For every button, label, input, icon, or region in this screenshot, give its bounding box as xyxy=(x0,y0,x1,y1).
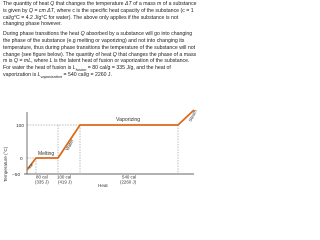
text-run: of a mass xyxy=(131,1,158,7)
vaporization-symbol xyxy=(38,72,62,78)
text-run: absorbed by a substance will go into changing the phase of the substance (e.g melting or vaporizing) and not into changing its temperature, thus during phase transitions the temperature of the substance will not change (see figure below). The quantity of heat xyxy=(3,31,196,58)
x-tick-label: (2260 J) xyxy=(120,179,137,185)
text-run: of a substance is given by xyxy=(3,1,197,14)
x-axis-label: Heat xyxy=(98,183,108,187)
mass-symbol: m xyxy=(157,1,162,7)
text-run: , where c is the specific heat capacity of the substance (c = 1 cal/g°C = 4.2 J/g°C for water). The above only applies if the substance is not changing phase however. xyxy=(3,7,194,28)
text-run: = 540 cal/g = 2260 J. xyxy=(62,71,112,78)
delta-t-symbol: ΔT xyxy=(125,1,132,7)
specific-heat-paragraph xyxy=(3,1,197,28)
heating-curve xyxy=(27,110,194,170)
specific-heat-formula: Q = cm ΔT xyxy=(28,7,54,14)
y-axis-label: Temperature (°C) xyxy=(3,146,8,182)
y-tick-label: −50 xyxy=(12,173,21,178)
text-run: , where xyxy=(31,58,50,65)
y-tick-label: 0 xyxy=(20,157,23,162)
heat-symbol: Q xyxy=(80,31,85,38)
fusion-symbol xyxy=(73,65,87,71)
text-run: that changes the phase of a mass m is xyxy=(3,51,197,65)
vaporizing-label: Vaporizing xyxy=(116,117,141,123)
text-run: = 80 cal/g = 335 J/g, and the heat of vaporization is xyxy=(3,65,171,78)
ice-label: Ice xyxy=(26,162,35,170)
melting-label: Melting xyxy=(38,151,55,157)
water-label: Water xyxy=(64,138,75,152)
x-tick-label: 100 cal xyxy=(57,174,72,180)
heat-symbol: Q xyxy=(50,1,55,7)
latent-heat-formula: Q = mL xyxy=(13,58,32,65)
text-run: that changes the temperature xyxy=(54,1,125,7)
heat-symbol: Q xyxy=(112,51,117,58)
x-tick-label: (419 J) xyxy=(58,179,72,185)
fusion-subscript: fusion xyxy=(75,67,87,73)
text-run: The quantity of heat xyxy=(3,1,51,7)
heating-curve-figure xyxy=(0,108,200,187)
x-tick-label: (335 J) xyxy=(35,179,49,185)
fusion-symbol-letter: L xyxy=(72,65,76,72)
text-run: During phase transitions the heat xyxy=(3,31,81,38)
steam-label: Steam xyxy=(187,108,198,123)
vaporization-symbol-letter: L xyxy=(37,71,41,78)
vaporization-subscript: vaporization xyxy=(40,73,63,79)
text-run: is the latent heat of fusion or vaporization of the substance. For water the heat of fusion is xyxy=(3,58,190,72)
latent-heat-paragraph xyxy=(3,31,197,78)
y-tick-label: 100 xyxy=(16,124,25,129)
x-tick-label: 540 cal xyxy=(122,174,137,180)
latent-heat-symbol: L xyxy=(49,58,53,65)
x-tick-label: 80 cal xyxy=(36,174,48,180)
problem-text xyxy=(3,1,197,82)
